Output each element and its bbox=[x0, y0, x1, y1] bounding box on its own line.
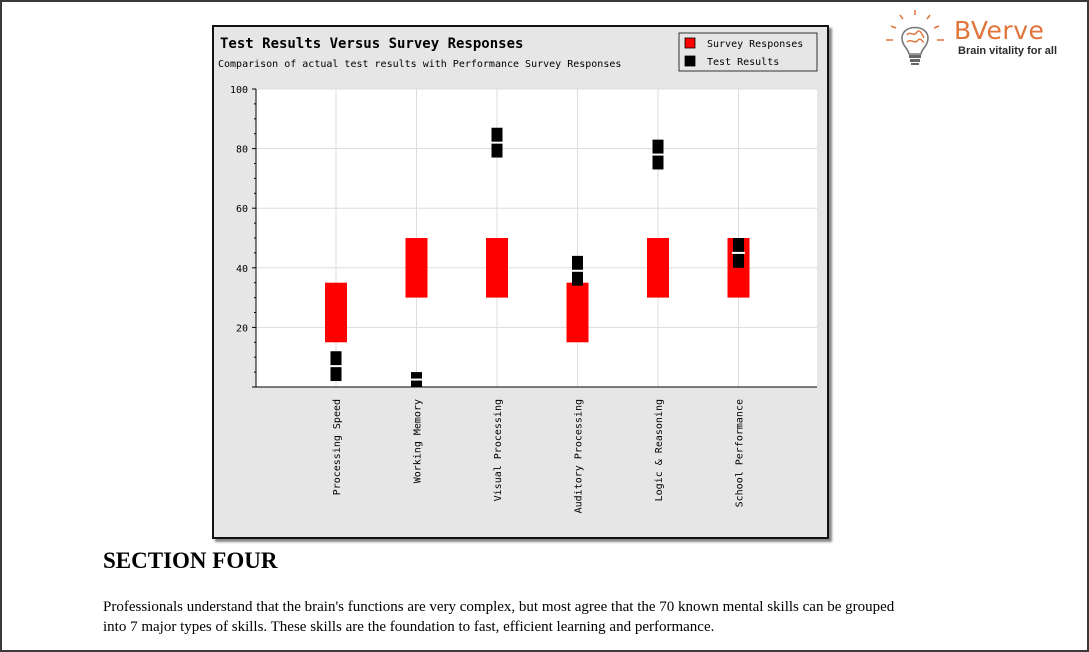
test-result-notch bbox=[330, 365, 343, 367]
brand-tagline: Brain vitality for all bbox=[958, 45, 1058, 57]
section-paragraph bbox=[103, 597, 1003, 637]
x-tick-label: Auditory Processing bbox=[573, 399, 585, 514]
survey-bar bbox=[325, 283, 347, 343]
legend-label-test: Test Results bbox=[707, 57, 780, 68]
y-tick-label: 20 bbox=[235, 323, 248, 335]
x-tick-label: Logic & Reasoning bbox=[654, 399, 665, 502]
y-tick-label: 40 bbox=[235, 263, 248, 275]
test-result-notch bbox=[652, 154, 665, 156]
chart-panel bbox=[212, 25, 829, 539]
brand-logo bbox=[880, 8, 1080, 68]
survey-bar bbox=[647, 238, 669, 298]
y-tick-label: 60 bbox=[235, 204, 248, 216]
paragraph-line-1: Professionals understand that the brain's functions are very complex, but most agree that the 70 known mental skills can be grouped bbox=[103, 599, 895, 615]
chart-subtitle: Comparison of actual test results with Performance Survey Responses bbox=[218, 59, 622, 70]
chart-title: Test Results Versus Survey Responses bbox=[220, 36, 524, 52]
survey-bar bbox=[406, 238, 428, 298]
x-tick-label: School Performance bbox=[734, 399, 746, 508]
legend-swatch-test bbox=[685, 56, 695, 66]
x-tick-label: Processing Speed bbox=[332, 399, 343, 496]
test-result-notch bbox=[732, 252, 745, 254]
section-title: SECTION FOUR bbox=[103, 548, 278, 573]
brand-name: BVerve bbox=[954, 16, 1045, 45]
survey-bar bbox=[567, 283, 589, 343]
legend-swatch-survey bbox=[685, 38, 695, 48]
test-result-notch bbox=[491, 142, 504, 144]
test-result-notch bbox=[410, 379, 423, 381]
lightbulb-brain-icon bbox=[880, 8, 950, 68]
x-tick-label: Working Memory bbox=[412, 399, 424, 484]
y-tick-label: 80 bbox=[235, 144, 248, 156]
chart-svg bbox=[214, 27, 827, 537]
y-axis-ticks bbox=[230, 85, 256, 387]
x-axis-labels bbox=[332, 399, 746, 513]
y-tick-label: 100 bbox=[229, 85, 248, 96]
survey-bar bbox=[486, 238, 508, 298]
test-result-notch bbox=[571, 270, 584, 272]
chart-legend bbox=[679, 33, 820, 73]
paragraph-line-2: into 7 major types of skills. These skills are the foundation to fast, efficient learning and performance. bbox=[103, 619, 715, 635]
x-tick-label: Visual Processing bbox=[493, 399, 504, 502]
legend-label-survey: Survey Responses bbox=[707, 39, 804, 50]
